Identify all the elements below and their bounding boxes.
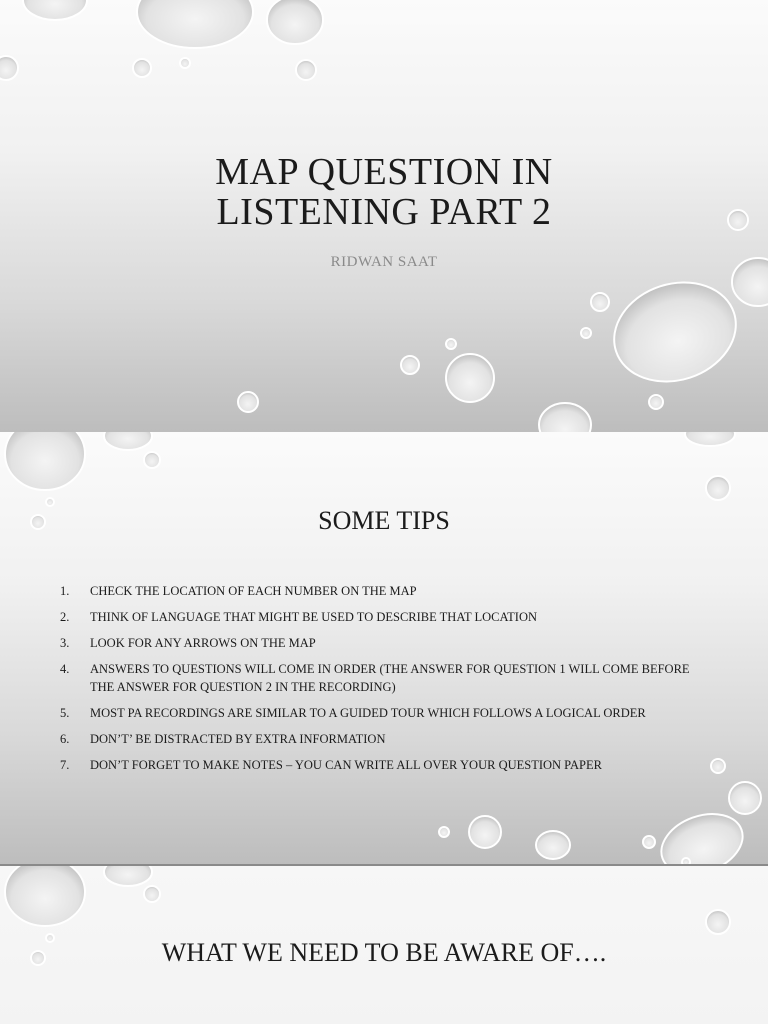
list-item-number: 3.	[60, 636, 70, 650]
list-item	[60, 660, 710, 696]
list-item-number: 4.	[60, 662, 70, 676]
list-item-number: 6.	[60, 732, 70, 746]
slide-title[interactable]	[0, 0, 768, 432]
list-item-number: 7.	[60, 758, 70, 772]
section-title: SOME TIPS	[318, 506, 450, 535]
list-item-text: THINK OF LANGUAGE THAT MIGHT BE USED TO DESCRIBE THAT LOCATION	[90, 610, 538, 624]
section-title: WHAT WE NEED TO BE AWARE OF….	[161, 938, 607, 967]
list-item	[60, 730, 710, 748]
list-item-text: MOST PA RECORDINGS ARE SIMILAR TO A GUIDED TOUR WHICH FOLLOWS A LOGICAL ORDER	[90, 706, 646, 720]
list-item	[60, 608, 710, 626]
list-item	[60, 756, 710, 774]
slide-some-tips[interactable]	[0, 432, 768, 864]
list-item	[60, 634, 710, 652]
list-item-number: 5.	[60, 706, 70, 720]
author-subtitle: RIDWAN SAAT	[330, 254, 438, 270]
list-item-text: DON’T’ BE DISTRACTED BY EXTRA INFORMATION	[90, 732, 386, 746]
presentation-title: MAP QUESTION IN LISTENING PART 2	[215, 151, 553, 233]
slide-awareness[interactable]	[0, 866, 768, 1024]
list-item-text: LOOK FOR ANY ARROWS ON THE MAP	[90, 636, 316, 650]
list-item	[60, 704, 710, 722]
list-item-text: DON’T FORGET TO MAKE NOTES – YOU CAN WRITE ALL OVER YOUR QUESTION PAPER	[90, 758, 602, 772]
list-item-text: ANSWERS TO QUESTIONS WILL COME IN ORDER (THE ANSWER FOR QUESTION 1 WILL COME BEFORE THE ANSWER FOR QUESTION 2 IN THE RECORDING)	[90, 662, 690, 694]
list-item-number: 2.	[60, 610, 70, 624]
list-item-number: 1.	[60, 584, 70, 598]
tips-list	[60, 582, 710, 782]
list-item-text: CHECK THE LOCATION OF EACH NUMBER ON THE MAP	[90, 584, 417, 598]
list-item	[60, 582, 710, 600]
